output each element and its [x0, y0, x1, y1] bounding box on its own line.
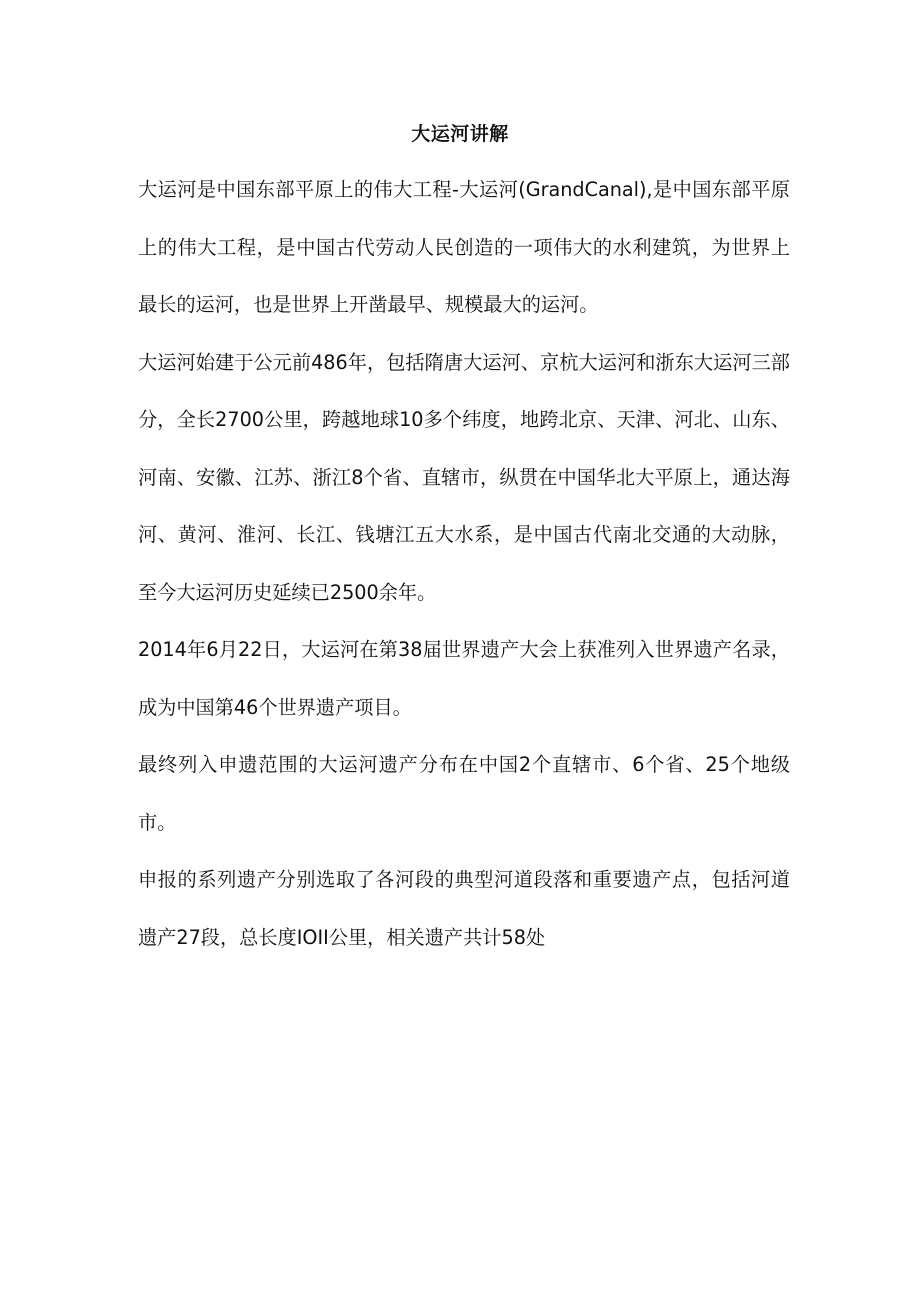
document-body — [138, 161, 790, 966]
paragraph-world-heritage: 2014年6月22日，大运河在第38届世界遗产大会上获准列入世界遗产名录， 成为中国第46个世界遗产项目。 — [138, 638, 790, 719]
paragraph-history: 大运河始建于公元前486年，包括隋唐大运河、京杭大运河和浙东大运河三部分，全长2700公里，跨越地球10多个纬度，地跨北京、天津、河北、山东、河南、安徽、江苏、浙江8个省、直辖市，纵贯在中国华北大平原上，通达海河、黄河、淮河、长江、钱塘江五大水系，是中国古代南北交通的大动脉，至今大运河历史延续已2500余年。 — [138, 350, 790, 604]
paragraph-intro: 大运河是中国东部平原上的伟大工程-大运河(GrandCanal),是中国东部平原上的伟大工程，是中国古代劳动人民创造的一项伟大的水利建筑，为世界上最长的运河，也是世界上开凿最早、规模最大的运河。 — [138, 178, 790, 316]
paragraph-heritage-items: 申报的系列遗产分别选取了各河段的典型河道段落和重要遗产点，包括河道遗产27段，总长度IOII公里，相关遗产共计58处 — [138, 868, 790, 949]
document-title: 大运河讲解 — [411, 123, 509, 145]
paragraph-distribution: 最终列入申遗范围的大运河遗产分布在中国2个直辖市、6个省、25个地级市。 — [138, 753, 790, 834]
